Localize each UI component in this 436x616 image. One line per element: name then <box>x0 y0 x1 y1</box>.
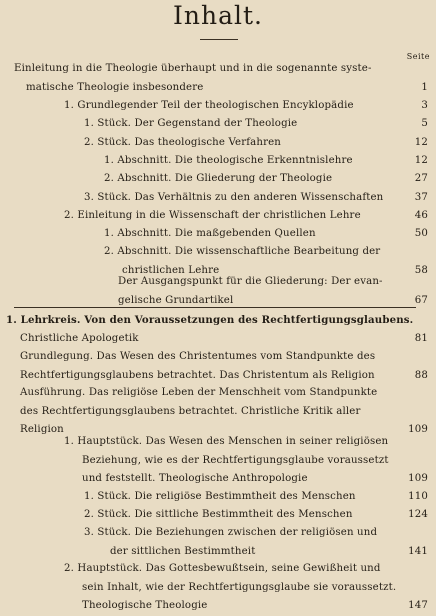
toc-entry-line <box>104 170 428 189</box>
toc-page-number: 5 <box>421 118 428 129</box>
toc-entry-line <box>110 543 428 562</box>
toc-entry <box>84 506 428 525</box>
toc-entry-text: Rechtfertigungsglaubens betrachtet. Das Christentum als Religion <box>20 369 375 381</box>
toc-entry-text: christlichen Lehre <box>122 264 220 276</box>
toc-entry-text: Ausführung. Das religiöse Leben der Menschheit vom Standpunkte <box>20 387 378 398</box>
toc-entry-text: 2. Einleitung in die Wissenschaft der christlichen Lehre <box>64 210 361 221</box>
toc-page-number: 58 <box>414 264 428 276</box>
toc-entry <box>84 189 428 208</box>
toc-page-number: 46 <box>414 210 428 221</box>
toc-page-number: 3 <box>421 100 428 111</box>
toc-entry-line <box>14 60 428 79</box>
toc-entry-line <box>84 189 428 208</box>
toc-page-number: 141 <box>408 545 428 557</box>
toc-page-number: 88 <box>414 369 428 381</box>
toc-entry-line <box>20 367 428 386</box>
toc-entry-text: 2. Stück. Die sittliche Bestimmtheit des Menschen <box>84 509 353 520</box>
toc-entry <box>6 311 428 348</box>
toc-entry-text: 1. Hauptstück. Das Wesen des Menschen in seiner religiösen <box>64 436 389 447</box>
toc-entry <box>104 225 428 244</box>
toc-entry-text: 2. Abschnitt. Die wissenschaftliche Bearbeitung der <box>104 246 381 257</box>
toc-entry-text: 3. Stück. Das Verhältnis zu den anderen Wissenschaften <box>84 192 384 203</box>
toc-page-number: 81 <box>414 332 428 344</box>
toc-entry-line <box>6 311 428 330</box>
toc-entry <box>84 488 428 507</box>
toc-page-number: 124 <box>408 509 428 520</box>
toc-entry <box>20 348 428 385</box>
toc-entry-text: Einleitung in die Theologie überhaupt und in die sogenannte syste- <box>14 63 372 74</box>
toc-entry-text: 3. Stück. Die Beziehungen zwischen der religiösen und <box>84 527 378 538</box>
toc-page-number: 110 <box>408 491 428 502</box>
toc-entry-line <box>104 225 428 244</box>
toc-entry-line <box>84 488 428 507</box>
toc-entry-text: matische Theologie insbesondere <box>26 81 204 93</box>
toc-entry <box>104 170 428 189</box>
page-title: Inhalt. <box>173 1 263 30</box>
toc-entry-line <box>118 292 428 311</box>
toc-entry <box>84 115 428 134</box>
toc-entry <box>84 134 428 153</box>
toc-entry-line <box>84 115 428 134</box>
toc-entry-text: der sittlichen Bestimmtheit <box>110 545 256 557</box>
toc-entry-line <box>64 433 428 452</box>
toc-entry-line <box>20 348 428 367</box>
toc-entry-text: 2. Stück. Das theologische Verfahren <box>84 137 281 148</box>
toc-entry-line <box>64 207 428 226</box>
toc-entry <box>20 384 428 440</box>
toc-entry <box>104 152 428 171</box>
toc-entry-text: sein Inhalt, wie der Rechtfertigungsglaube sie voraussetzt. <box>82 581 397 593</box>
toc-entry-line <box>20 403 428 422</box>
toc-entry-line <box>82 470 428 489</box>
toc-entry-line <box>82 579 428 598</box>
toc-entry-text: Grundlegung. Das Wesen des Christentumes vom Standpunkte des <box>20 351 376 362</box>
toc-entry-text: 1. Stück. Die religiöse Bestimmtheit des Menschen <box>84 491 356 502</box>
toc-page-number: 27 <box>414 173 428 184</box>
toc-entry-text: Beziehung, wie es der Rechtfertigungsglaube voraussetzt <box>82 454 389 466</box>
toc-entry-text: des Rechtfertigungsglaubens betrachtet. Christliche Kritik aller <box>20 405 361 417</box>
toc-entry-line <box>20 384 428 403</box>
toc-entry-line <box>84 524 428 543</box>
toc-entry-line <box>104 152 428 171</box>
toc-entry <box>14 60 428 97</box>
toc-page-number: 109 <box>408 424 428 435</box>
toc-entry-line <box>84 506 428 525</box>
toc-entry-text: Christliche Apologetik <box>20 332 139 344</box>
toc-entry-text: 1. Lehrkreis. Von den Voraussetzungen des Rechtfertigungsglaubens. <box>6 314 414 326</box>
toc-page-number: 1 <box>421 81 428 93</box>
toc-entry-text: gelische Grundartikel <box>118 294 234 306</box>
toc-entry-line <box>104 243 428 262</box>
toc-entry-text: 2. Hauptstück. Das Gottesbewußtsein, seine Gewißheit und <box>64 563 381 574</box>
toc-entry-text: Religion <box>20 424 64 435</box>
toc-entry <box>84 524 428 561</box>
toc-page-number: 50 <box>414 228 428 239</box>
toc-page-number: 12 <box>414 137 428 148</box>
toc-entry-text: 1. Grundlegender Teil der theologischen Encyklopädie <box>64 100 354 111</box>
toc-entry-line <box>20 330 428 349</box>
toc-entry-line <box>82 452 428 471</box>
toc-entry <box>64 97 428 116</box>
toc-entry-text: 2. Abschnitt. Die Gliederung der Theologie <box>104 173 333 184</box>
toc-page-number: 37 <box>414 192 428 203</box>
toc-entry <box>64 560 428 616</box>
toc-entry-text: Theologische Theologie <box>82 600 208 611</box>
toc-entry-text: Der Ausgangspunkt für die Gliederung: Der evan- <box>118 276 383 287</box>
title-rule <box>200 39 238 40</box>
toc-page-number: 109 <box>408 473 428 484</box>
toc-entry-text: 1. Stück. Der Gegenstand der Theologie <box>84 118 298 129</box>
toc-entry-text: und feststellt. Theologische Anthropologie <box>82 473 308 484</box>
toc-entry <box>118 273 428 310</box>
toc-entry-text: 1. Abschnitt. Die theologische Erkenntnislehre <box>104 155 353 166</box>
toc-entry-line <box>64 560 428 579</box>
toc-page-number: 147 <box>408 600 428 611</box>
toc-entry-line <box>84 134 428 153</box>
toc-entry-line <box>64 97 428 116</box>
toc-page-number: 67 <box>414 294 428 306</box>
toc-entry-line <box>26 79 428 98</box>
toc-page-number: 12 <box>414 155 428 166</box>
toc-entry-text: 1. Abschnitt. Die maßgebenden Quellen <box>104 228 316 239</box>
toc-entry <box>64 433 428 489</box>
toc-entry <box>64 207 428 226</box>
toc-entry-line <box>118 273 428 292</box>
seite-column-label: Seite <box>406 52 430 61</box>
